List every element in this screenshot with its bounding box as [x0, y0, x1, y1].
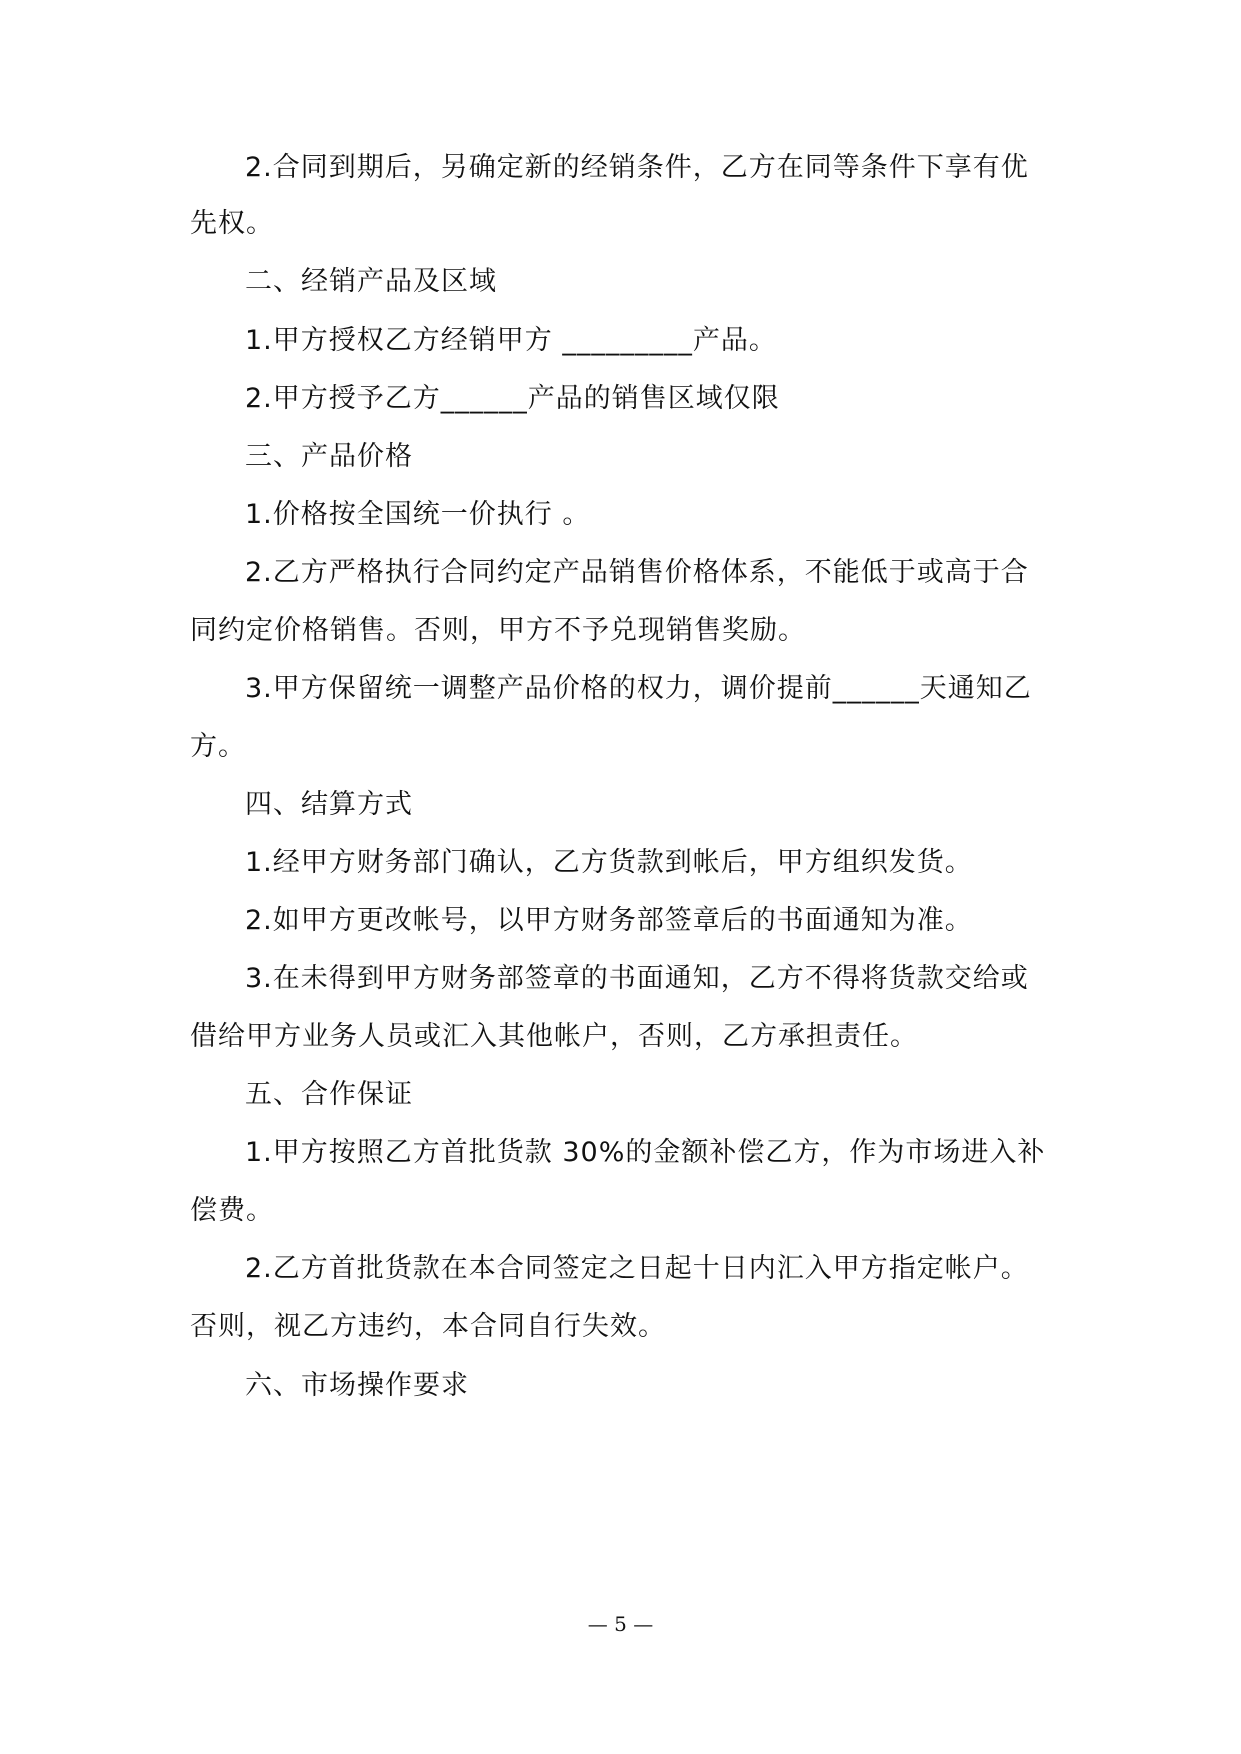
paragraph-line: 2.如甲方更改帐号，以甲方财务部签章后的书面通知为准。: [245, 905, 973, 936]
paragraph-line: 3.甲方保留统一调整产品价格的权力，调价提前______天通知乙: [245, 673, 1032, 704]
paragraph-line: 否则，视乙方违约，本合同自行失效。: [190, 1311, 666, 1342]
paragraph-line: 1.甲方授权乙方经销甲方 _________产品。: [245, 325, 777, 356]
paragraph-line: 1.甲方按照乙方首批货款 30%的金额补偿乙方，作为市场进入补: [245, 1137, 1046, 1168]
section-heading: 五、合作保证: [245, 1079, 413, 1110]
section-heading: 三、产品价格: [245, 441, 413, 472]
paragraph-line: 3.在未得到甲方财务部签章的书面通知，乙方不得将货款交给或: [245, 963, 1029, 994]
paragraph-line: 先权。: [190, 208, 274, 239]
paragraph-line: 2.甲方授予乙方______产品的销售区域仅限: [245, 383, 780, 414]
section-heading: 二、经销产品及区域: [245, 266, 497, 297]
paragraph-line: 借给甲方业务人员或汇入其他帐户，否则，乙方承担责任。: [190, 1021, 918, 1052]
section-heading: 六、市场操作要求: [245, 1370, 469, 1401]
paragraph-line: 同约定价格销售。否则，甲方不予兑现销售奖励。: [190, 615, 806, 646]
page-number: — 5 —: [587, 1612, 654, 1636]
paragraph-line: 2.乙方严格执行合同约定产品销售价格体系，不能低于或高于合: [245, 557, 1029, 588]
paragraph-line: 2.乙方首批货款在本合同签定之日起十日内汇入甲方指定帐户。: [245, 1253, 1029, 1284]
paragraph-line: 1.经甲方财务部门确认，乙方货款到帐后，甲方组织发货。: [245, 847, 973, 878]
section-heading: 四、结算方式: [245, 789, 413, 820]
paragraph-line: 方。: [190, 731, 246, 762]
paragraph-line: 偿费。: [190, 1195, 274, 1226]
paragraph-line: 1.价格按全国统一价执行 。: [245, 499, 591, 530]
paragraph-line: 2.合同到期后，另确定新的经销条件，乙方在同等条件下享有优: [245, 152, 1029, 183]
